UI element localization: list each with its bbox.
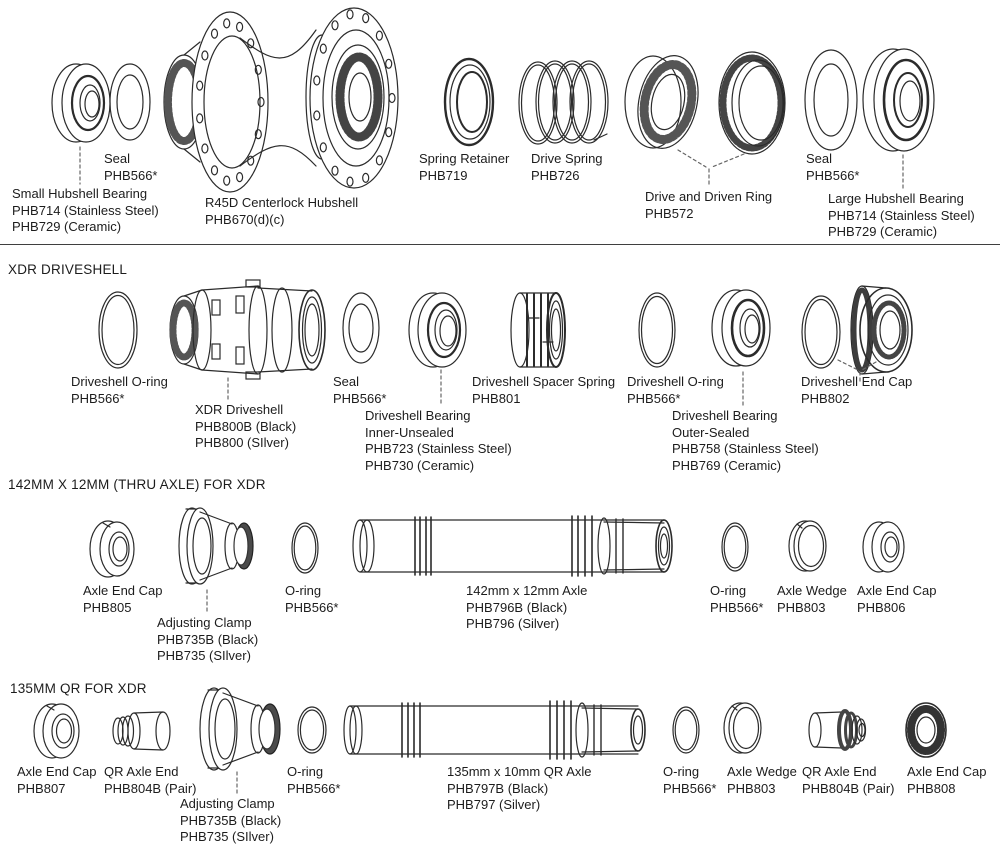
part-name: Seal	[104, 151, 131, 166]
label-driveshell-oring-right	[627, 374, 724, 407]
driveshell-bearing-inner-drawing	[409, 293, 466, 367]
driveshell-bearing-outer-drawing	[712, 290, 770, 366]
part-name: 142mm x 12mm Axle	[466, 583, 588, 598]
label-qr-axle-end-right	[802, 764, 894, 797]
part-number: PHB803	[727, 780, 776, 796]
axle-end-cap-806-drawing	[863, 522, 904, 572]
label-seal-top-right	[806, 151, 859, 184]
part-number: PHB729 (Ceramic)	[828, 224, 938, 239]
label-adjusting-clamp-qr	[180, 796, 281, 846]
part-number: PHB735 (SIlver)	[157, 648, 251, 663]
label-qr-axle-end-left	[104, 764, 196, 797]
part-number: PHB800 (SIlver)	[195, 435, 289, 450]
seal-top-left-drawing	[110, 64, 150, 140]
part-number: PHB805	[83, 599, 132, 615]
adjusting-clamp-142-drawing	[179, 508, 253, 584]
part-name: Seal	[806, 151, 833, 166]
part-name: XDR Driveshell	[195, 402, 284, 417]
part-name: Drive and Driven Ring	[645, 189, 773, 204]
label-driveshell-bearing-outer	[672, 408, 819, 474]
part-number: PHB714 (Stainless Steel)	[828, 207, 975, 223]
label-qr-axle	[447, 764, 592, 814]
driveshell-spacer-spring-drawing	[511, 293, 565, 367]
oring-142-left-drawing	[292, 523, 318, 573]
part-number: PHB726	[531, 167, 580, 183]
label-seal-top-left	[104, 151, 157, 184]
part-name: Spring Retainer	[419, 151, 510, 166]
part-name: O-ring	[663, 764, 700, 779]
driveshell-oring-right-drawing	[639, 293, 675, 367]
label-driveshell-end-cap	[801, 374, 912, 407]
part-name: 135mm x 10mm QR Axle	[447, 764, 592, 779]
large-hubshell-bearing-drawing	[863, 49, 934, 151]
part-name: Driveshell Bearing	[672, 408, 778, 423]
label-oring-142-right	[710, 583, 763, 616]
part-name: O-ring	[710, 583, 747, 598]
part-number: PHB572	[645, 205, 694, 221]
part-number: PHB800B (Black)	[195, 418, 297, 434]
qr-axle-end-right-drawing	[809, 711, 866, 749]
part-number: PHB566*	[627, 390, 681, 406]
adjusting-clamp-qr-drawing	[200, 688, 280, 770]
drive-ring-drawing	[625, 50, 706, 154]
part-number: PHB566*	[104, 167, 158, 183]
part-name: Axle End Cap	[907, 764, 987, 779]
heading-thru-axle: 142MM X 12MM (THRU AXLE) FOR XDR	[8, 477, 266, 492]
part-number: PHB566*	[710, 599, 764, 615]
part-name: Adjusting Clamp	[180, 796, 275, 811]
label-spring-retainer	[419, 151, 509, 184]
part-number: PHB735 (SIlver)	[180, 829, 274, 844]
axle-end-cap-807-drawing	[34, 704, 79, 758]
part-name: QR Axle End	[104, 764, 179, 779]
label-driveshell-oring-left	[71, 374, 168, 407]
part-name: Axle Wedge	[777, 583, 847, 598]
r45d-hubshell-drawing	[164, 8, 398, 192]
section-divider	[0, 244, 1000, 245]
label-adjusting-clamp-142	[157, 615, 258, 665]
oring-142-right-drawing	[722, 523, 748, 571]
part-number: PHB804B (Pair)	[802, 780, 895, 796]
part-name: Axle End Cap	[83, 583, 163, 598]
part-name: Drive Spring	[531, 151, 603, 166]
driveshell-seal-drawing	[343, 293, 379, 363]
part-name: Driveshell End Cap	[801, 374, 913, 389]
part-name: Driveshell O-ring	[71, 374, 168, 389]
qr-axle-drawing	[344, 701, 645, 759]
label-oring-142-left	[285, 583, 338, 616]
part-number: PHB803	[777, 599, 826, 615]
part-name: Inner-Unsealed	[365, 424, 454, 440]
label-xdr-driveshell	[195, 402, 296, 452]
part-number: PHB714 (Stainless Steel)	[12, 202, 159, 218]
part-number: PHB769 (Ceramic)	[672, 457, 782, 473]
label-oring-qr-right	[663, 764, 716, 797]
part-name: Axle End Cap	[857, 583, 937, 598]
label-axle-wedge-142	[777, 583, 847, 616]
part-number: PHB802	[801, 390, 850, 406]
label-r45d-hubshell	[205, 195, 358, 228]
part-number: PHB797B (Black)	[447, 780, 549, 796]
part-number: PHB670(d)(c)	[205, 211, 285, 227]
part-number: PHB566*	[287, 780, 341, 796]
part-name: O-ring	[285, 583, 322, 598]
driveshell-end-cap-drawing	[851, 286, 912, 374]
part-name: Driveshell Spacer Spring	[472, 374, 616, 389]
part-number: PHB566*	[663, 780, 717, 796]
label-axle-wedge-qr	[727, 764, 797, 797]
oring-qr-left-drawing	[298, 707, 326, 753]
axle-end-cap-805-drawing	[90, 521, 134, 577]
part-number: PHB804B (Pair)	[104, 780, 197, 796]
axle-end-cap-808-drawing	[906, 703, 946, 757]
part-name: Axle Wedge	[727, 764, 797, 779]
part-number: PHB719	[419, 167, 468, 183]
part-number: PHB806	[857, 599, 906, 615]
label-axle-end-cap-807	[17, 764, 97, 797]
part-name: Adjusting Clamp	[157, 615, 252, 630]
qr-axle-end-left-drawing	[113, 712, 170, 750]
part-name: Driveshell Bearing	[365, 408, 471, 423]
label-axle-142	[466, 583, 587, 633]
part-number: PHB807	[17, 780, 66, 796]
part-name: QR Axle End	[802, 764, 877, 779]
label-axle-end-cap-805	[83, 583, 163, 616]
part-name: R45D Centerlock Hubshell	[205, 195, 359, 210]
part-name: Outer-Sealed	[672, 424, 750, 440]
label-driveshell-spacer-spring	[472, 374, 615, 407]
part-number: PHB796B (Black)	[466, 599, 568, 615]
part-number: PHB730 (Ceramic)	[365, 457, 475, 473]
part-number: PHB566*	[333, 390, 387, 406]
label-drive-spring	[531, 151, 603, 184]
axle-wedge-142-drawing	[789, 521, 826, 571]
label-drive-and-driven-ring	[645, 189, 772, 222]
part-name: Seal	[333, 374, 360, 389]
part-name: Driveshell O-ring	[627, 374, 724, 389]
heading-qr: 135MM QR FOR XDR	[10, 681, 147, 696]
label-large-hubshell-bearing	[828, 191, 975, 241]
part-number: PHB729 (Ceramic)	[12, 219, 122, 234]
part-number: PHB566*	[806, 167, 860, 183]
part-number: PHB801	[472, 390, 521, 406]
spring-retainer-drawing	[445, 59, 493, 145]
axle-142-drawing	[353, 516, 672, 576]
axle-wedge-qr-drawing	[724, 703, 761, 753]
xdr-driveshell-drawing	[170, 280, 325, 379]
label-oring-qr-left	[287, 764, 340, 797]
part-number: PHB758 (Stainless Steel)	[672, 441, 819, 456]
part-number: PHB796 (Silver)	[466, 616, 560, 631]
part-number: PHB735B (Black)	[180, 812, 282, 828]
label-axle-end-cap-808	[907, 764, 987, 797]
drive-spring-drawing	[519, 61, 608, 144]
label-driveshell-seal	[333, 374, 386, 407]
part-name: Small Hubshell Bearing	[12, 186, 148, 201]
driveshell-oring-left-drawing	[99, 292, 137, 368]
part-number: PHB735B (Black)	[157, 631, 259, 647]
small-hubshell-bearing-drawing	[52, 64, 110, 142]
label-axle-end-cap-806	[857, 583, 937, 616]
part-number: PHB723 (Stainless Steel)	[365, 441, 512, 456]
oring-qr-right-drawing	[673, 707, 699, 753]
label-driveshell-bearing-inner	[365, 408, 512, 474]
label-small-hubshell-bearing	[12, 186, 159, 236]
seal-top-right-drawing	[805, 50, 857, 150]
part-number: PHB566*	[285, 599, 339, 615]
part-name: O-ring	[287, 764, 324, 779]
part-name: Axle End Cap	[17, 764, 97, 779]
part-number: PHB566*	[71, 390, 125, 406]
part-name: Large Hubshell Bearing	[828, 191, 964, 206]
part-number: PHB808	[907, 780, 956, 796]
heading-xdr-driveshell: XDR DRIVESHELL	[8, 262, 128, 277]
part-number: PHB797 (Silver)	[447, 797, 541, 812]
driven-ring-drawing	[719, 52, 785, 154]
driveshell-endcap-oring-drawing	[802, 296, 840, 368]
